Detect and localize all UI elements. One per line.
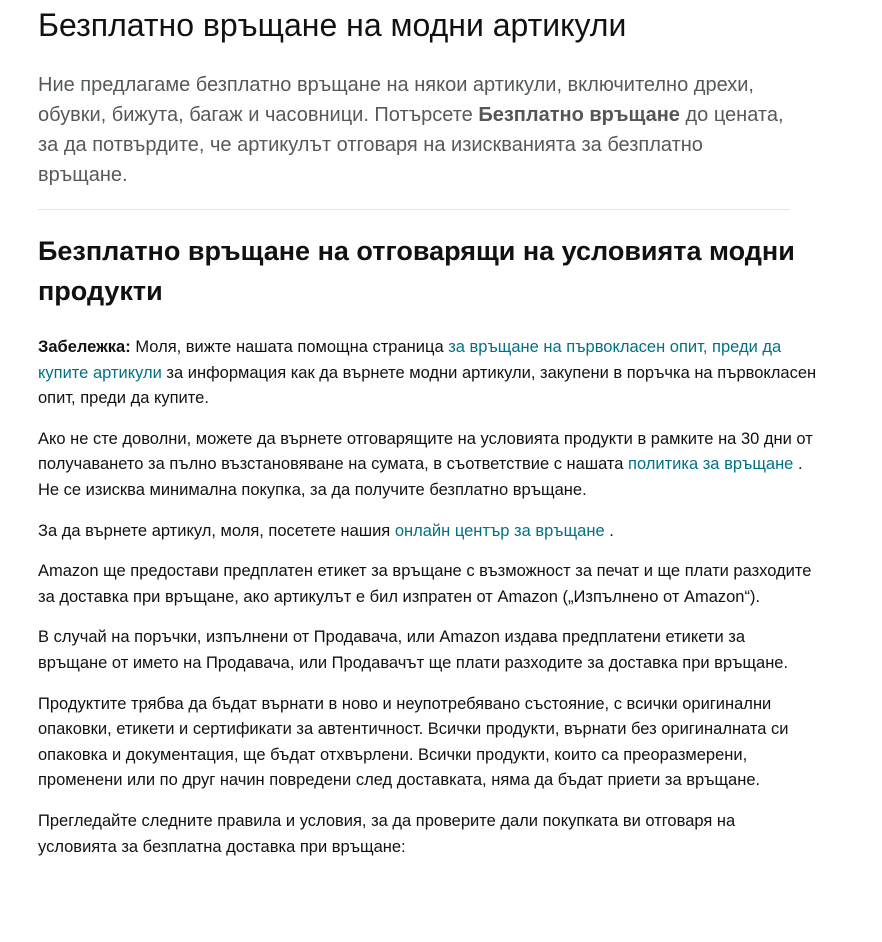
- review-terms-paragraph: Прегледайте следните правила и условия, за да проверите дали покупката ви отговаря на условията за безплатна доставка при връщане:: [38, 811, 736, 856]
- try-before-buy-returns-link[interactable]: за връщане на първокласен опит, преди да купите артикули: [38, 338, 782, 382]
- note-paragraph: [38, 335, 818, 412]
- note-label: Забележка:: [38, 338, 131, 356]
- intro-text: Ние предлагаме безплатно връщане на някои артикули, включително дрехи, обувки, бижута, багаж и часовници. Потърсете: [38, 74, 754, 126]
- refund-text: Ако не сте доволни, можете да върнете отговарящите на условията продукти в рамките на 30 дни от получаването за пълно възстановяване на сумата, в съответствие с нашата: [38, 429, 813, 474]
- refund-text-end: . Не се изисква минимална покупка, за да получите безплатно връщане.: [38, 455, 803, 499]
- refund-paragraph: [38, 427, 818, 504]
- returns-policy-link[interactable]: политика за връщане: [628, 455, 794, 474]
- help-article: [0, 6, 882, 860]
- section-heading: Безплатно връщане на отговарящи на условията модни продукти: [38, 236, 795, 306]
- intro-text-end: до цената, за да потвърдите, че артикулът отговаря на изискванията за безплатно връщане.: [38, 104, 784, 186]
- page-title: Безплатно връщане на модни артикули: [38, 7, 627, 43]
- seller-fulfilled-paragraph: В случай на поръчки, изпълнени от Продавача, или Amazon издава предплатени етикети за връщане от името на Продавача, или Продавачът ще плати разходите за доставка при връщане.: [38, 628, 789, 672]
- note-text: Моля, вижте нашата помощна страница: [130, 338, 449, 356]
- note-text-end: за информация как да върнете модни артикули, закупени в поръчка на първокласен опит, преди да купите.: [38, 363, 817, 408]
- amazon-label-paragraph: Amazon ще предостави предплатен етикет за връщане с възможност за печат и ще плати разходите за доставка при връщане, ако артикулът е бил изпратен от Amazon („Изпълнено от Amazon“).: [38, 562, 812, 606]
- online-returns-center-link[interactable]: онлайн център за връщане: [394, 521, 605, 540]
- section-divider: [38, 209, 790, 210]
- free-returns-label: Безплатно връщане: [478, 104, 680, 126]
- intro-paragraph: [38, 70, 788, 190]
- condition-paragraph: Продуктите трябва да бъдат върнати в ново и неупотребявано състояние, с всички оригинални опаковки, етикети и сертификати за автентичност. Всички продукти, върнати без оригиналната си опаковка и документация, ще бъдат отхвърлени. Всички продукти, които са преоразмерени, променени или по друг начин повредени след доставката, няма да бъдат приети за връщане.: [38, 694, 789, 790]
- returns-center-text: За да върнете артикул, моля, посетете нашия: [38, 521, 395, 540]
- returns-center-paragraph: [38, 519, 818, 545]
- returns-center-text-end: .: [604, 521, 614, 540]
